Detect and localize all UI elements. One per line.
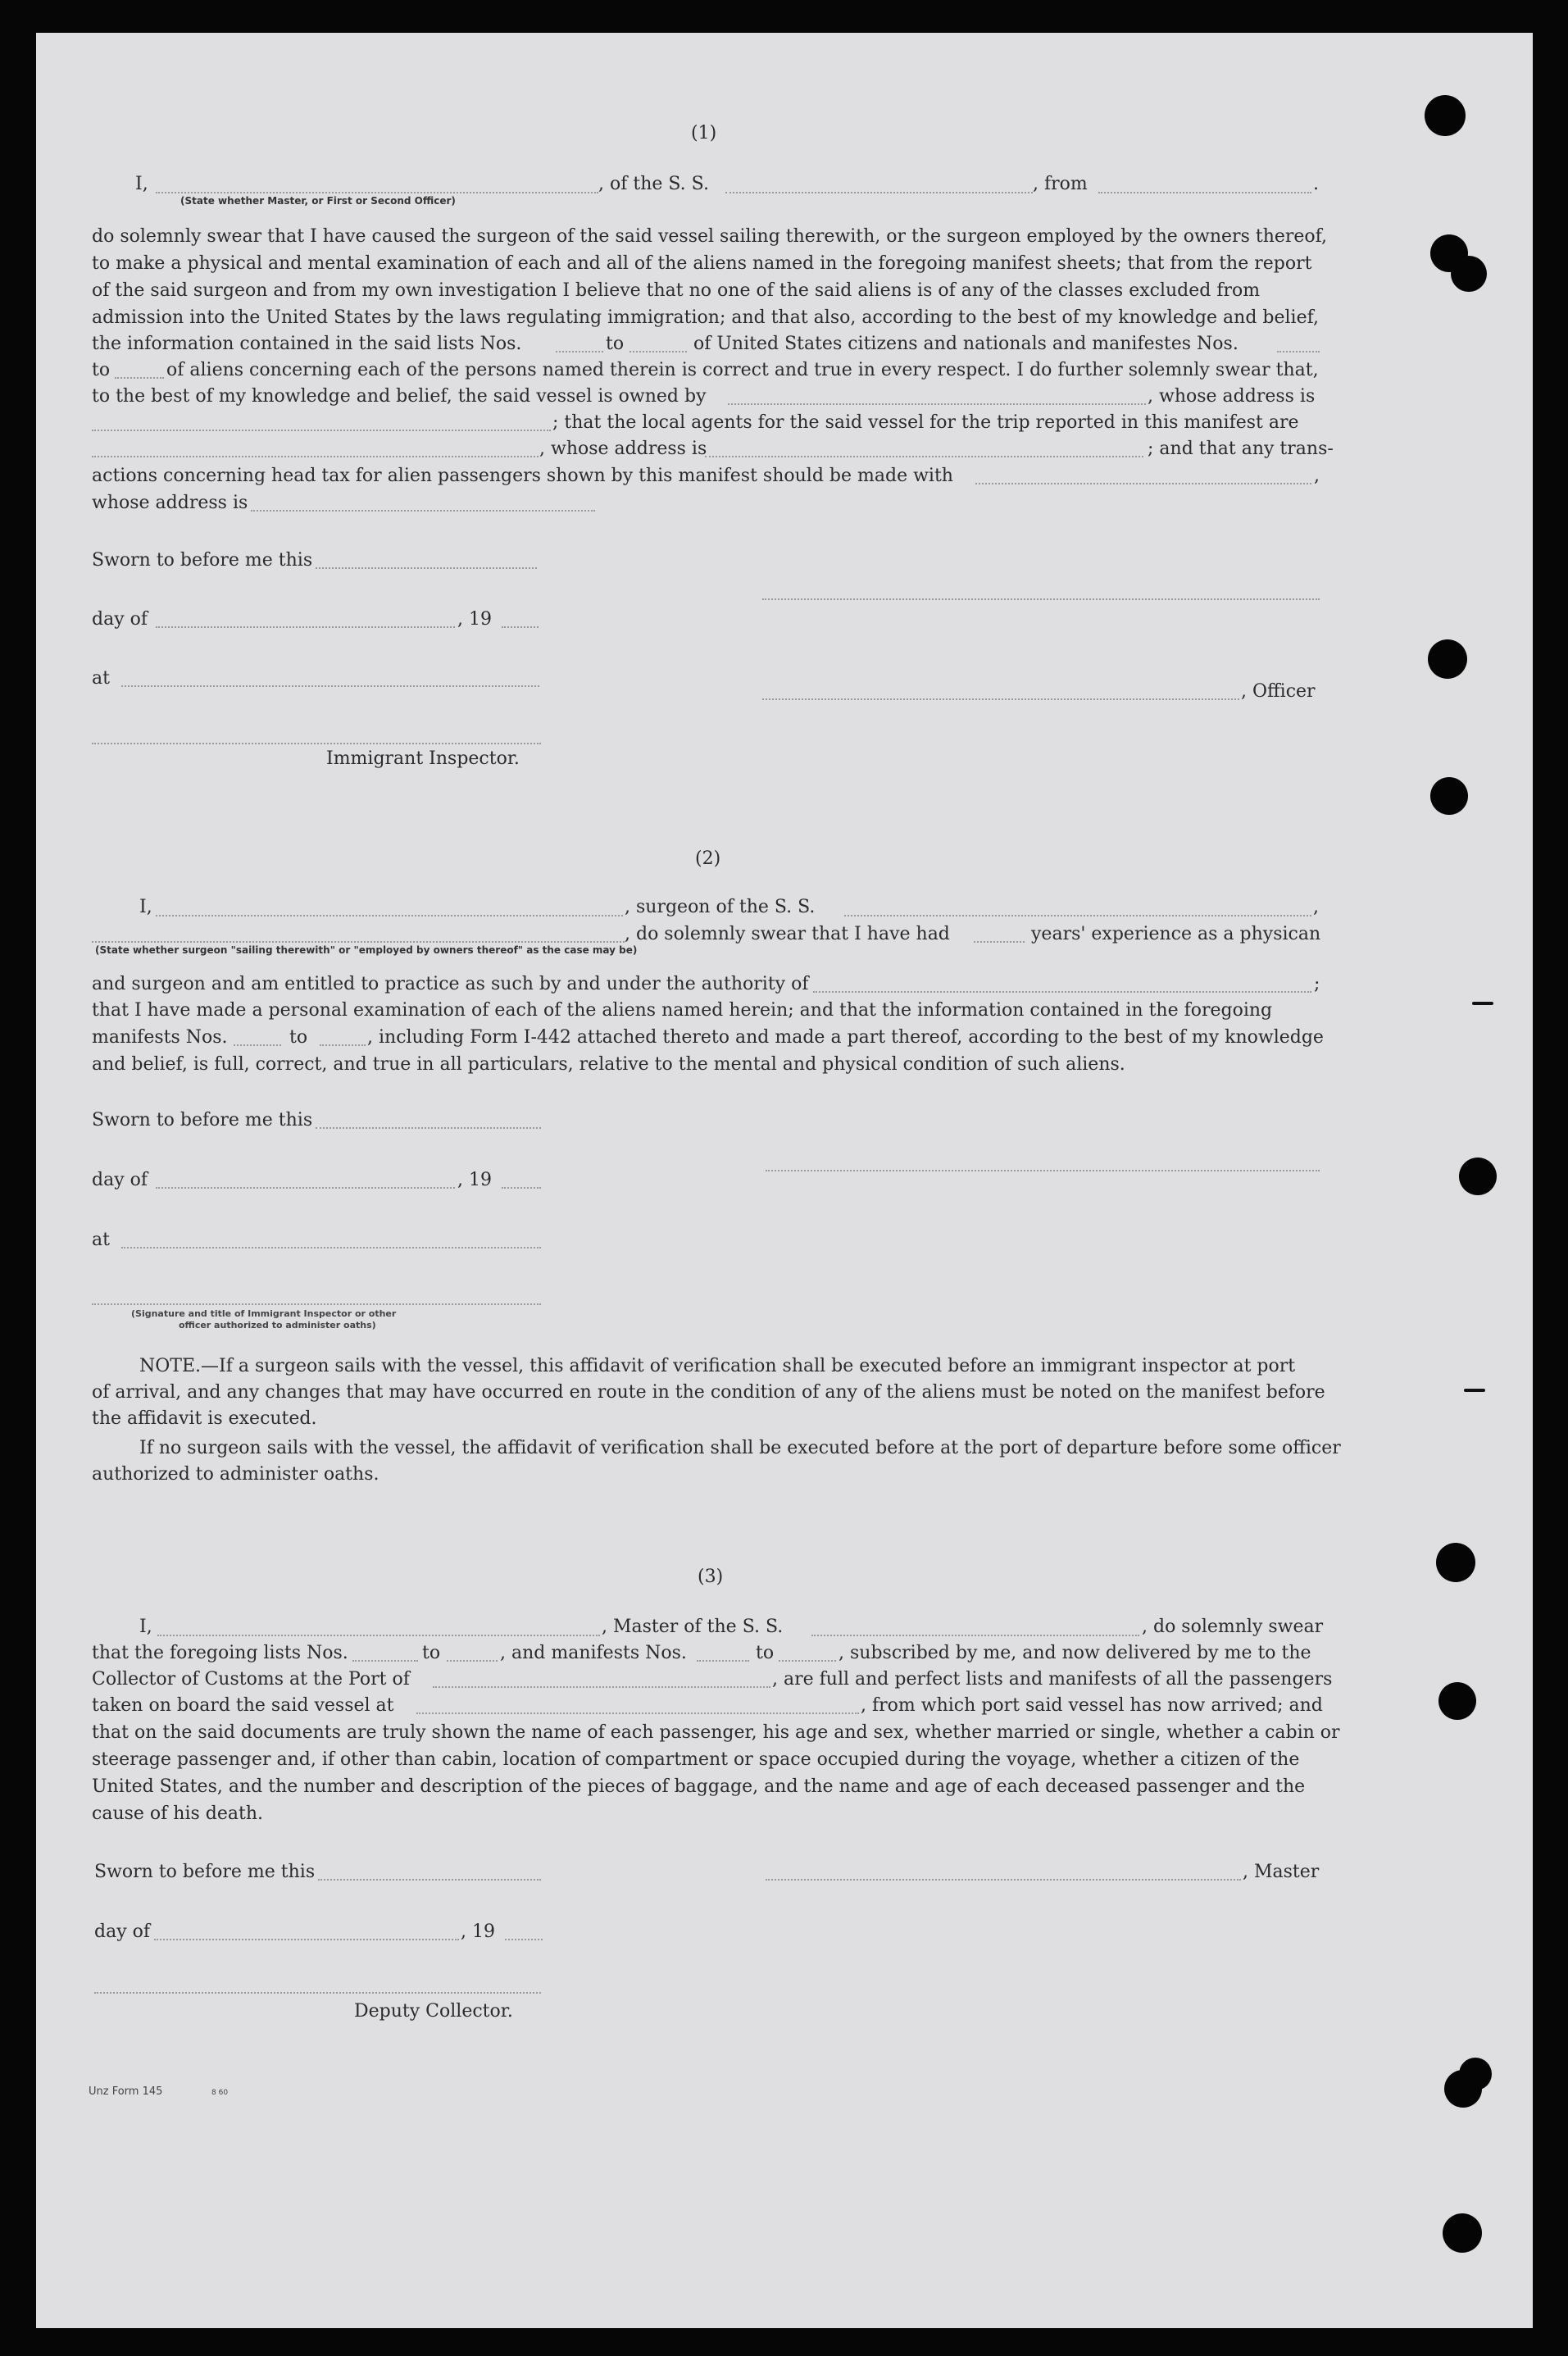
s3-lists-from-field[interactable] bbox=[352, 1660, 418, 1662]
s1-line3: to make a physical and mental examination of each and all of the aliens named in the foregoing manifest sheets; that from the report bbox=[92, 253, 1312, 274]
s3-month-field[interactable] bbox=[154, 1939, 459, 1940]
s1-line6-a: the information contained in the said lists Nos. bbox=[92, 334, 522, 354]
section-2-number: (2) bbox=[695, 848, 721, 869]
s1-place-field[interactable] bbox=[121, 685, 539, 687]
s3-dayof-label: day of bbox=[94, 1922, 151, 1942]
s1-line9: ; that the local agents for the said vessel for the trip reported in this manifest are bbox=[552, 412, 1299, 433]
s2-line1-end: , bbox=[1313, 897, 1319, 917]
s1-line11-b: , bbox=[1314, 466, 1320, 486]
s3-sworn-label: Sworn to before me this bbox=[94, 1862, 316, 1882]
s2-signature-caption-1: (Signature and title of Immigrant Inspector or other bbox=[131, 1308, 397, 1319]
surgeon-status-field[interactable] bbox=[92, 941, 625, 943]
s1-sworn-date-field[interactable] bbox=[316, 567, 537, 569]
s2-line5-b: to bbox=[289, 1027, 308, 1048]
s1-line2: do solemnly swear that I have caused the surgeon of the said vessel sailing therewith, or the surgeon employed by the owners thereof, bbox=[92, 226, 1328, 247]
s1-year-label: , 19 bbox=[457, 609, 492, 630]
s1-line6-c: of United States citizens and nationals and manifestes Nos. bbox=[693, 334, 1238, 354]
s2-note-line4: If no surgeon sails with the vessel, the affidavit of verification shall be executed before at the port of departure before some officer bbox=[139, 1438, 1341, 1458]
s2-year-field[interactable] bbox=[502, 1187, 541, 1189]
s2-line4: that I have made a personal examination of each of the aliens named herein; and that the information contained in the foregoing bbox=[92, 1000, 1273, 1021]
s1-line5: admission into the United States by the laws regulating immigration; and that also, according to the best of my knowledge and belief, bbox=[92, 307, 1319, 328]
s1-line10-b: ; and that any trans- bbox=[1148, 439, 1334, 459]
margin-mark bbox=[1464, 1389, 1485, 1392]
s2-line2-a: , do solemnly swear that I have had bbox=[625, 924, 950, 944]
from-port-field[interactable] bbox=[1098, 192, 1311, 193]
s3-manifests-from-field[interactable] bbox=[697, 1660, 749, 1662]
s3-line2-c: , and manifests Nos. bbox=[500, 1643, 687, 1663]
binder-hole bbox=[1443, 2213, 1482, 2253]
s1-line8-a: to the best of my knowledge and belief, the said vessel is owned by bbox=[92, 386, 707, 407]
s3-master-label: , Master bbox=[1243, 1862, 1320, 1882]
master-name-field[interactable] bbox=[156, 192, 598, 193]
binder-hole bbox=[1430, 777, 1468, 815]
s3-master-signature-field[interactable] bbox=[766, 1879, 1241, 1881]
binder-hole bbox=[1428, 639, 1467, 679]
s2-sworn-label: Sworn to before me this bbox=[92, 1110, 313, 1130]
s2-at-label: at bbox=[92, 1230, 110, 1250]
manifests-from-field[interactable] bbox=[1277, 351, 1320, 352]
s3-year-field[interactable] bbox=[505, 1939, 543, 1940]
s3-line4-a: taken on board the said vessel at bbox=[92, 1695, 394, 1716]
s3-master-name-field[interactable] bbox=[157, 1635, 600, 1636]
s1-inspector-field[interactable] bbox=[92, 743, 541, 744]
head-tax-address-field[interactable] bbox=[251, 510, 595, 512]
s2-line3-a: and surgeon and am entitled to practice as such by and under the authority of bbox=[92, 974, 809, 994]
s1-line1-from: , from bbox=[1033, 174, 1088, 194]
s3-lists-to-field[interactable] bbox=[447, 1660, 498, 1662]
s3-vessel-field[interactable] bbox=[811, 1635, 1139, 1636]
s3-manifests-to-field[interactable] bbox=[779, 1660, 836, 1662]
s2-line1-i: I, bbox=[139, 897, 152, 917]
s2-line2-b: years' experience as a physican bbox=[1031, 924, 1321, 944]
s1-sworn-label: Sworn to before me this bbox=[92, 550, 313, 571]
s3-collector-signature-field[interactable] bbox=[94, 1992, 541, 1994]
s2-note-line5: authorized to administer oaths. bbox=[92, 1464, 380, 1485]
s1-line7-b: of aliens concerning each of the persons named therein is correct and true in every respect. I do further solemnly swear that, bbox=[166, 360, 1319, 380]
s1-officer-field[interactable] bbox=[762, 698, 1239, 700]
s2-line3-b: ; bbox=[1314, 974, 1320, 994]
owner-field[interactable] bbox=[728, 403, 1146, 405]
s2-inspector-signature-field[interactable] bbox=[92, 1303, 541, 1305]
s3-line7: United States, and the number and description of the pieces of baggage, and the name and age of each deceased passenger and the bbox=[92, 1776, 1306, 1797]
s2-manifests-from-field[interactable] bbox=[234, 1044, 281, 1046]
s1-month-field[interactable] bbox=[156, 626, 455, 628]
s2-sworn-date-field[interactable] bbox=[316, 1127, 541, 1129]
manifests-to-field[interactable] bbox=[115, 377, 164, 379]
s2-month-field[interactable] bbox=[156, 1187, 455, 1189]
s1-line8-b: , whose address is bbox=[1148, 386, 1316, 407]
s3-line5: that on the said documents are truly shown the name of each passenger, his age and sex, whether married or single, whether a cabin or bbox=[92, 1722, 1340, 1743]
s3-line1-i: I, bbox=[139, 1617, 152, 1637]
lists-from-field[interactable] bbox=[556, 351, 603, 352]
collector-port-field[interactable] bbox=[433, 1686, 770, 1688]
s3-line1-master: , Master of the S. S. bbox=[602, 1617, 784, 1637]
section-1-number: (1) bbox=[691, 123, 717, 143]
owner-address-field[interactable] bbox=[92, 430, 551, 431]
s3-line6: steerage passenger and, if other than cabin, location of compartment or space occupied during the voyage, whether a citizen of the bbox=[92, 1749, 1300, 1770]
years-experience-field[interactable] bbox=[974, 941, 1025, 943]
section-3-number: (3) bbox=[698, 1567, 724, 1587]
s3-line2-a: that the foregoing lists Nos. bbox=[92, 1643, 348, 1663]
s1-inspector-label: Immigrant Inspector. bbox=[326, 748, 520, 769]
s2-line6: and belief, is full, correct, and true in all particulars, relative to the mental and physical condition of such aliens. bbox=[92, 1054, 1125, 1075]
s1-line1-end: . bbox=[1313, 174, 1319, 194]
s1-line1-i: I, bbox=[135, 174, 148, 194]
s2-note-line2: of arrival, and any changes that may have occurred en route in the condition of any of the aliens must be noted on the manifest before bbox=[92, 1382, 1325, 1403]
lists-to-field[interactable] bbox=[629, 351, 687, 352]
s3-sworn-date-field[interactable] bbox=[318, 1879, 541, 1881]
s1-officer-caption: (State whether Master, or First or Second Officer) bbox=[180, 195, 456, 207]
s3-collector-label: Deputy Collector. bbox=[354, 2001, 513, 2022]
boarding-port-field[interactable] bbox=[416, 1712, 859, 1714]
form-number: Unz Form 145 bbox=[89, 2085, 163, 2098]
s2-signature-caption-2: officer authorized to administer oaths) bbox=[179, 1320, 376, 1330]
form-code: 8 60 bbox=[211, 2089, 229, 2097]
s3-line3-a: Collector of Customs at the Port of bbox=[92, 1669, 410, 1690]
s1-signature-field[interactable] bbox=[762, 598, 1320, 600]
s2-line1-surgeon: , surgeon of the S. S. bbox=[625, 897, 816, 917]
s2-dayof-label: day of bbox=[92, 1170, 148, 1190]
s2-year-label: , 19 bbox=[457, 1170, 492, 1190]
margin-mark bbox=[1472, 1002, 1493, 1005]
s3-line3-b: , are full and perfect lists and manifests of all the passengers bbox=[772, 1669, 1333, 1690]
s2-note-line1: NOTE.—If a surgeon sails with the vessel, this affidavit of verification shall be executed before an immigrant inspector at port bbox=[139, 1356, 1296, 1376]
binder-hole bbox=[1425, 95, 1466, 136]
binder-hole bbox=[1459, 1158, 1497, 1195]
binder-hole bbox=[1436, 1543, 1475, 1582]
s2-manifests-to-field[interactable] bbox=[320, 1044, 366, 1046]
s1-line1-ofss: , of the S. S. bbox=[598, 174, 709, 194]
s2-place-field[interactable] bbox=[121, 1247, 541, 1248]
s2-line5-c: , including Form I-442 attached thereto and made a part thereof, according to the best of my knowledge bbox=[367, 1027, 1324, 1048]
binder-hole bbox=[1438, 1682, 1476, 1720]
agents-field[interactable] bbox=[92, 456, 539, 457]
s3-line1-swear: , do solemnly swear bbox=[1142, 1617, 1324, 1637]
s3-line8: cause of his death. bbox=[92, 1803, 263, 1824]
s1-line4: of the said surgeon and from my own investigation I believe that no one of the said aliens is of any of the classes excluded from bbox=[92, 280, 1261, 301]
head-tax-party-field[interactable] bbox=[975, 483, 1311, 484]
s3-line2-d: to bbox=[756, 1643, 775, 1663]
s3-line4-b: , from which port said vessel has now arrived; and bbox=[861, 1695, 1323, 1716]
authority-field[interactable] bbox=[813, 991, 1311, 993]
s1-officer-label: , Officer bbox=[1241, 681, 1316, 702]
s1-line10-a: , whose address is bbox=[539, 439, 707, 459]
vessel-name-field[interactable] bbox=[725, 192, 1033, 193]
s2-line5-a: manifests Nos. bbox=[92, 1027, 228, 1048]
s1-at-label: at bbox=[92, 668, 110, 689]
s2-surgeon-caption: (State whether surgeon "sailing therewith" or "employed by owners thereof" as the case may be) bbox=[95, 944, 638, 956]
s1-line11-a: actions concerning head tax for alien passengers shown by this manifest should be made with bbox=[92, 466, 953, 486]
agents-address-field[interactable] bbox=[705, 456, 1143, 457]
s1-line12: whose address is bbox=[92, 493, 248, 513]
binder-hole bbox=[1451, 256, 1487, 292]
s3-line2-b: to bbox=[422, 1643, 441, 1663]
s3-year-label: , 19 bbox=[461, 1922, 495, 1942]
s3-line2-e: , subscribed by me, and now delivered by me to the bbox=[839, 1643, 1311, 1663]
s2-note-line3: the affidavit is executed. bbox=[92, 1408, 317, 1429]
binder-hole bbox=[1459, 2058, 1492, 2090]
surgeon-name-field[interactable] bbox=[156, 915, 623, 916]
s1-line6-b: to bbox=[606, 334, 625, 354]
s1-dayof-label: day of bbox=[92, 609, 148, 630]
s1-year-field[interactable] bbox=[502, 626, 539, 628]
s1-line7-a: to bbox=[92, 360, 111, 380]
s2-vessel-field[interactable] bbox=[844, 915, 1311, 916]
s2-surgeon-signature-field[interactable] bbox=[766, 1170, 1320, 1171]
